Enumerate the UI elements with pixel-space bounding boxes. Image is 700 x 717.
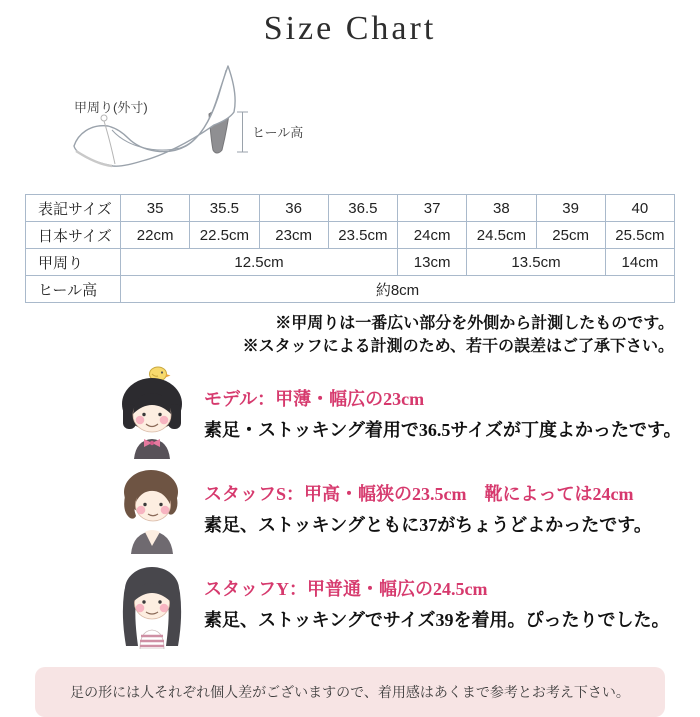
review-heading: スタッフS：甲高・幅狭の23.5cm 靴によっては24cm	[204, 484, 634, 505]
table-cell: 23cm	[259, 222, 328, 249]
table-cell: 23.5cm	[328, 222, 397, 249]
review-body: 素足・ストッキング着用で36.5サイズが丁度よかったです。	[204, 420, 682, 441]
table-cell: 38	[467, 195, 536, 222]
review-text	[204, 385, 682, 442]
row-label: 表記サイズ	[26, 195, 121, 222]
table-cell: 13cm	[398, 249, 467, 276]
table-cell: 36	[259, 195, 328, 222]
table-cell: 35	[121, 195, 190, 222]
table-cell: 14cm	[605, 249, 674, 276]
table-cell: 12.5cm	[121, 249, 398, 276]
staff-y-avatar	[112, 554, 192, 654]
staff-s-avatar	[112, 459, 192, 559]
review-body: 素足、ストッキングともに37がちょうどよかったです。	[204, 515, 652, 536]
model-girl-icon	[112, 364, 192, 459]
size-chart-page	[0, 10, 700, 710]
measure-pin	[101, 115, 107, 121]
note-line: ※甲周りは一番広い部分を外側から計測したものです。	[275, 315, 674, 332]
table-row-heel-height	[26, 276, 675, 303]
table-cell: 24.5cm	[467, 222, 536, 249]
striped-top	[140, 630, 164, 649]
review-heading: モデル：甲薄・幅広の23cm	[204, 389, 425, 410]
heel-height-label: ヒール高	[252, 125, 304, 140]
note-line: ※スタッフによる計測のため、若干の誤差はご了承下さい。	[242, 338, 674, 356]
review-staff-y	[112, 556, 700, 651]
table-cell: 24cm	[398, 222, 467, 249]
page-title: Size Chart	[263, 10, 437, 47]
table-cell: 35.5	[190, 195, 259, 222]
review-text	[204, 575, 669, 632]
table-cell: 22cm	[121, 222, 190, 249]
heel-measure-bracket	[237, 112, 248, 152]
fit-reviews	[112, 366, 700, 651]
staff-y-icon	[112, 554, 192, 649]
review-body: 素足、ストッキングでサイズ39を着用。ぴったりでした。	[204, 610, 670, 631]
disclaimer-box	[35, 667, 665, 717]
row-label: 甲周り	[26, 249, 121, 276]
table-cell: 40	[605, 195, 674, 222]
disclaimer-text: 足の形には人それぞれ個人差がございますので、着用感はあくまで参考とお考え下さい。	[70, 684, 630, 701]
pump-shoe-illustration	[50, 50, 360, 190]
table-cell: 25cm	[536, 222, 605, 249]
size-table	[25, 194, 675, 303]
table-row-size-eu	[26, 195, 675, 222]
measurement-notes	[26, 312, 674, 358]
table-cell: 13.5cm	[467, 249, 606, 276]
instep-label: 甲周り(外寸)	[74, 100, 148, 115]
table-cell: 25.5cm	[605, 222, 674, 249]
shoe-figure	[50, 50, 700, 190]
review-model	[112, 366, 700, 461]
table-cell: 37	[398, 195, 467, 222]
table-row-instep	[26, 249, 675, 276]
review-text	[204, 480, 652, 537]
table-cell: 22.5cm	[190, 222, 259, 249]
staff-s-icon	[112, 459, 192, 554]
table-cell: 約8cm	[121, 276, 675, 303]
table-cell: 36.5	[328, 195, 397, 222]
row-label: 日本サイズ	[26, 222, 121, 249]
model-avatar	[112, 364, 192, 464]
table-cell: 39	[536, 195, 605, 222]
review-staff-s	[112, 461, 700, 556]
table-row-size-jp	[26, 222, 675, 249]
review-heading: スタッフY：甲普通・幅広の24.5cm	[204, 579, 488, 600]
row-label: ヒール高	[26, 276, 121, 303]
